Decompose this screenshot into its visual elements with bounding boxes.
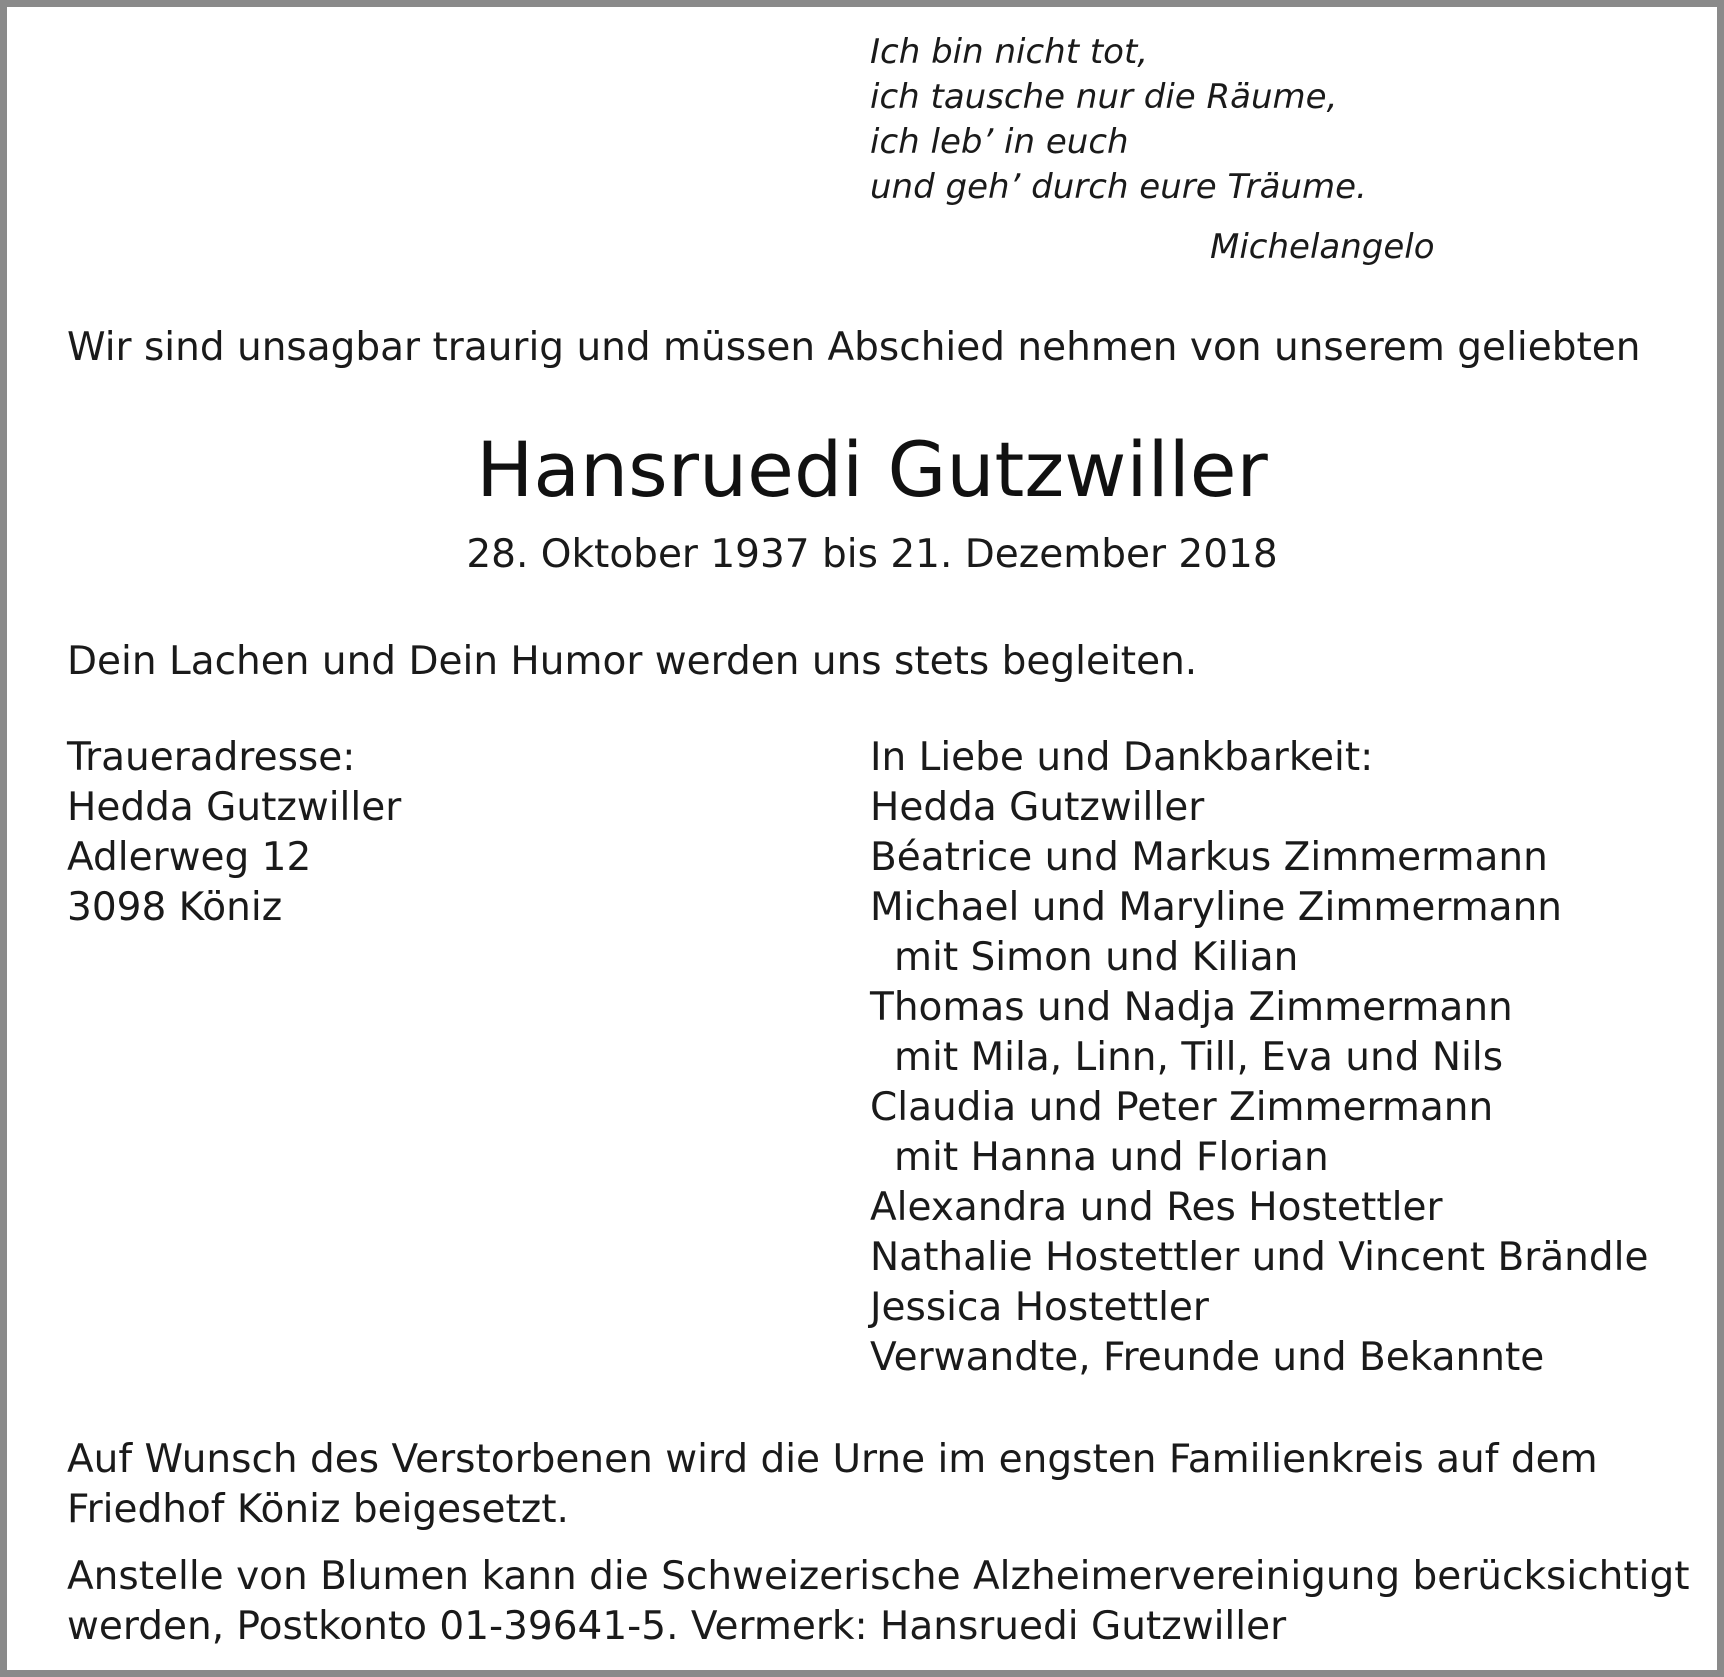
- mourning-address: [67, 733, 401, 933]
- poem-line: Ich bin nicht tot,: [870, 32, 1149, 72]
- poem-line: ich leb’ in euch: [870, 122, 1129, 162]
- donation-note: [67, 1552, 1690, 1652]
- poem-line: und geh’ durch eure Träume.: [870, 167, 1367, 207]
- burial-line: Auf Wunsch des Verstorbenen wird die Urne im engsten Familienkreis auf dem: [67, 1437, 1598, 1482]
- family-label: In Liebe und Dankbarkeit:: [870, 735, 1374, 780]
- intro-text: Wir sind unsagbar traurig und müssen Abschied nehmen von unserem geliebten: [67, 325, 1641, 370]
- life-dates: 28. Oktober 1937 bis 21. Dezember 2018: [466, 532, 1278, 577]
- family-member: Claudia und Peter Zimmermann: [870, 1085, 1494, 1130]
- poem-author: Michelangelo: [1210, 227, 1435, 267]
- family-list: [870, 733, 1648, 1383]
- family-member: mit Mila, Linn, Till, Eva und Nils: [894, 1035, 1504, 1080]
- address-name: Hedda Gutzwiller: [67, 785, 402, 830]
- burial-line: Friedhof Köniz beigesetzt.: [67, 1487, 569, 1532]
- family-member: Verwandte, Freunde und Bekannte: [870, 1335, 1545, 1380]
- burial-note: [67, 1435, 1598, 1535]
- family-member: Michael und Maryline Zimmermann: [870, 885, 1563, 930]
- poem: [870, 30, 1367, 210]
- family-member: Alexandra und Res Hostettler: [870, 1185, 1443, 1230]
- family-member: Thomas und Nadja Zimmermann: [870, 985, 1513, 1030]
- address-street: Adlerweg 12: [67, 835, 312, 880]
- poem-line: ich tausche nur die Räume,: [870, 77, 1338, 117]
- family-member: mit Hanna und Florian: [894, 1135, 1329, 1180]
- family-member: Jessica Hostettler: [870, 1285, 1209, 1330]
- family-member: Nathalie Hostettler und Vincent Brändle: [870, 1235, 1649, 1280]
- address-city: 3098 Köniz: [67, 885, 283, 930]
- family-member: Béatrice und Markus Zimmermann: [870, 835, 1548, 880]
- address-label: Traueradresse:: [67, 735, 356, 780]
- deceased-name: Hansruedi Gutzwiller: [476, 425, 1268, 514]
- family-member: mit Simon und Kilian: [894, 935, 1299, 980]
- donation-line: Anstelle von Blumen kann die Schweizerische Alzheimervereinigung berücksichtigt: [67, 1554, 1690, 1599]
- family-member: Hedda Gutzwiller: [870, 785, 1205, 830]
- memory-line: Dein Lachen und Dein Humor werden uns stets begleiten.: [67, 639, 1198, 684]
- donation-line: werden, Postkonto 01-39641-5. Vermerk: Hansruedi Gutzwiller: [67, 1604, 1287, 1649]
